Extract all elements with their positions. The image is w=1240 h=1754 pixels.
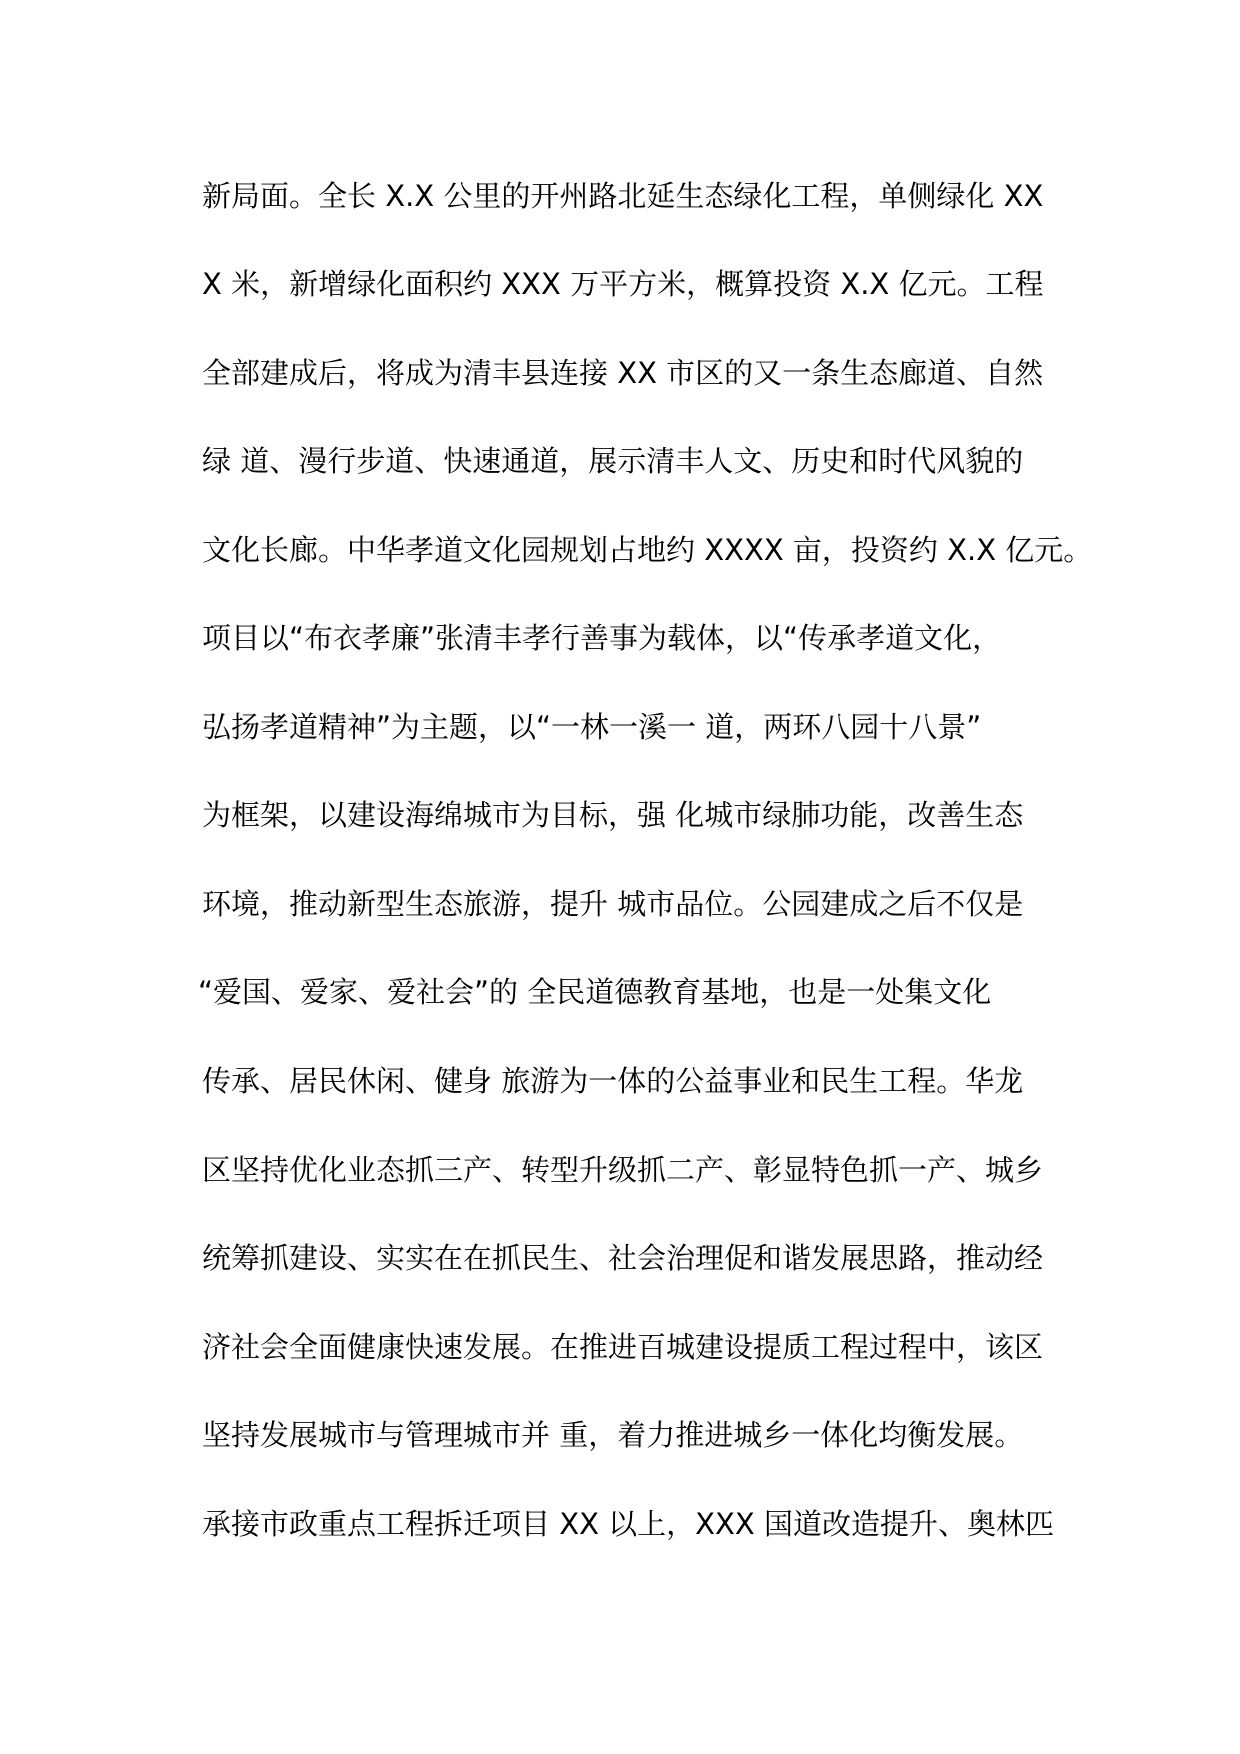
- text-line: 新局面。全长 X.X 公里的开州路北延生态绿化工程，单侧绿化 XX: [202, 179, 1044, 213]
- text-line: 文化长廊。中华孝道文化园规划占地约 XXXX 亩，投资约 X.X 亿元。: [202, 533, 1093, 567]
- text-line: “爱国、爱家、爱社会”的 全民道德教育基地，也是一处集文化: [198, 975, 992, 1009]
- text-line: 绿 道、漫行步道、快速通道，展示清丰人文、历史和时代风貌的: [202, 444, 1024, 478]
- text-line: 项目以“布衣孝廉”张清丰孝行善事为载体，以“传承孝道文化，: [202, 621, 1002, 655]
- text-line: 传承、居民休闲、健身 旅游为一体的公益事业和民生工程。华龙: [202, 1064, 1024, 1098]
- text-line: 为框架，以建设海绵城市为目标，强 化城市绿肺功能，改善生态: [202, 798, 1024, 832]
- text-line: 坚持发展城市与管理城市并 重，着力推进城乡一体化均衡发展。: [202, 1418, 1024, 1452]
- text-line: 济社会全面健康快速发展。在推进百城建设提质工程过程中，该区: [202, 1330, 1044, 1364]
- text-line: 弘扬孝道精神”为主题，以“一林一溪一 道，两环八园十八景”: [202, 710, 982, 744]
- text-line: 区坚持优化业态抓三产、转型升级抓二产、彰显特色抓一产、城乡: [202, 1153, 1044, 1187]
- text-line: X 米，新增绿化面积约 XXX 万平方米，概算投资 X.X 亿元。工程: [202, 267, 1044, 301]
- text-line: 全部建成后，将成为清丰县连接 XX 市区的又一条生态廊道、自然: [202, 356, 1044, 390]
- text-line: 统筹抓建设、实实在在抓民生、社会治理促和谐发展思路，推动经: [202, 1241, 1044, 1275]
- text-line: 环境，推动新型生态旅游，提升 城市品位。公园建成之后不仅是: [202, 887, 1024, 921]
- text-line: 承接市政重点工程拆迁项目 XX 以上，XXX 国道改造提升、奥林匹: [202, 1507, 1054, 1541]
